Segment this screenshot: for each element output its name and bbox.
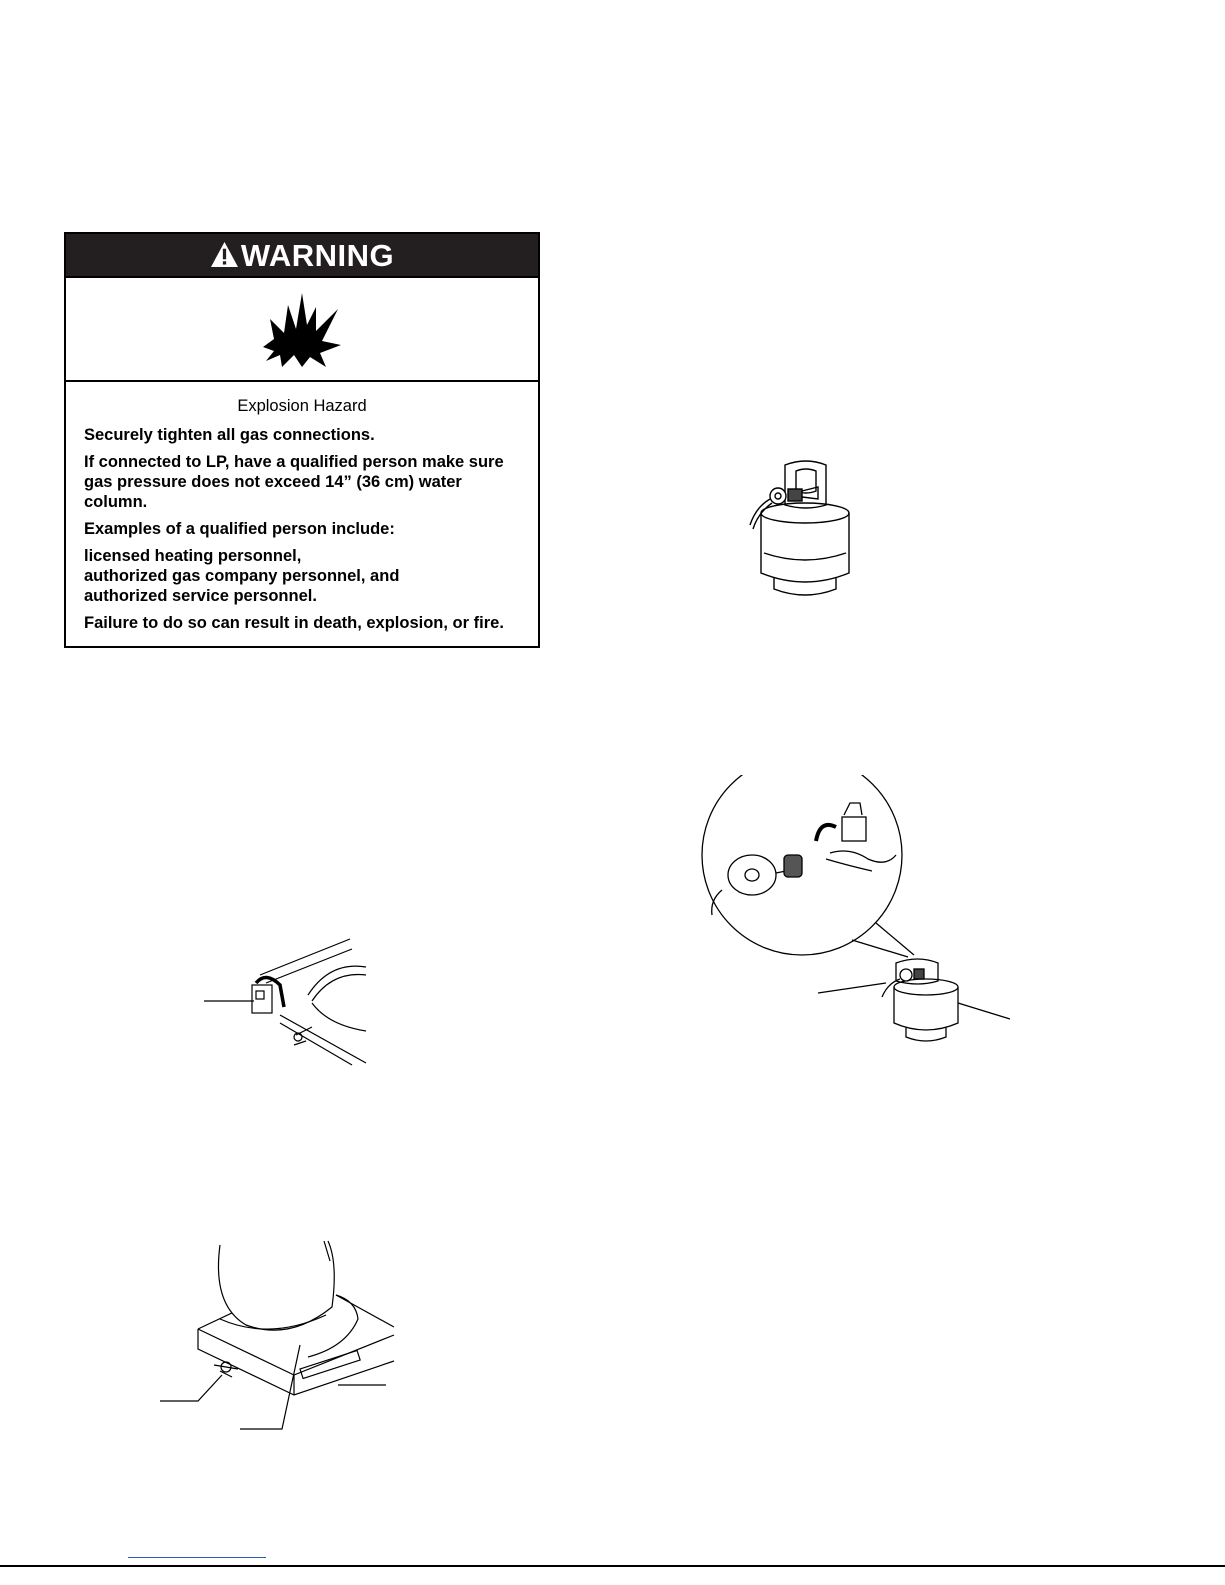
warning-text-consequence: Failure to do so can result in death, explosion, or fire.	[84, 614, 504, 632]
warning-title: WARNING	[240, 237, 395, 273]
burner-valve-illustration	[200, 935, 370, 1075]
qualified-list-item: authorized gas company personnel, and	[84, 567, 400, 585]
warning-body	[66, 382, 538, 633]
explosion-icon	[260, 289, 344, 369]
lp-tank-illustration	[740, 455, 870, 605]
warning-text-lp-pressure: If connected to LP, have a qualified person make sure gas pressure does not exceed 14” (36 cm) water column.	[84, 453, 504, 511]
hazard-symbol-area	[66, 278, 538, 382]
tank-connection-illustration	[700, 775, 1030, 1050]
warning-header	[66, 234, 538, 278]
qualified-list-item: authorized service personnel.	[84, 587, 317, 605]
footer-rule	[0, 1565, 1225, 1567]
warning-text-qualified-person: Examples of a qualified person include:	[84, 520, 395, 538]
burner-pot-illustration	[160, 1235, 400, 1435]
warning-text-tighten: Securely tighten all gas connections.	[84, 426, 375, 444]
footer-link-underline	[128, 1557, 266, 1558]
hazard-title: Explosion Hazard	[237, 397, 367, 415]
warning-box	[64, 232, 540, 648]
warning-triangle-icon	[210, 241, 239, 268]
qualified-list-item: licensed heating personnel,	[84, 547, 302, 565]
